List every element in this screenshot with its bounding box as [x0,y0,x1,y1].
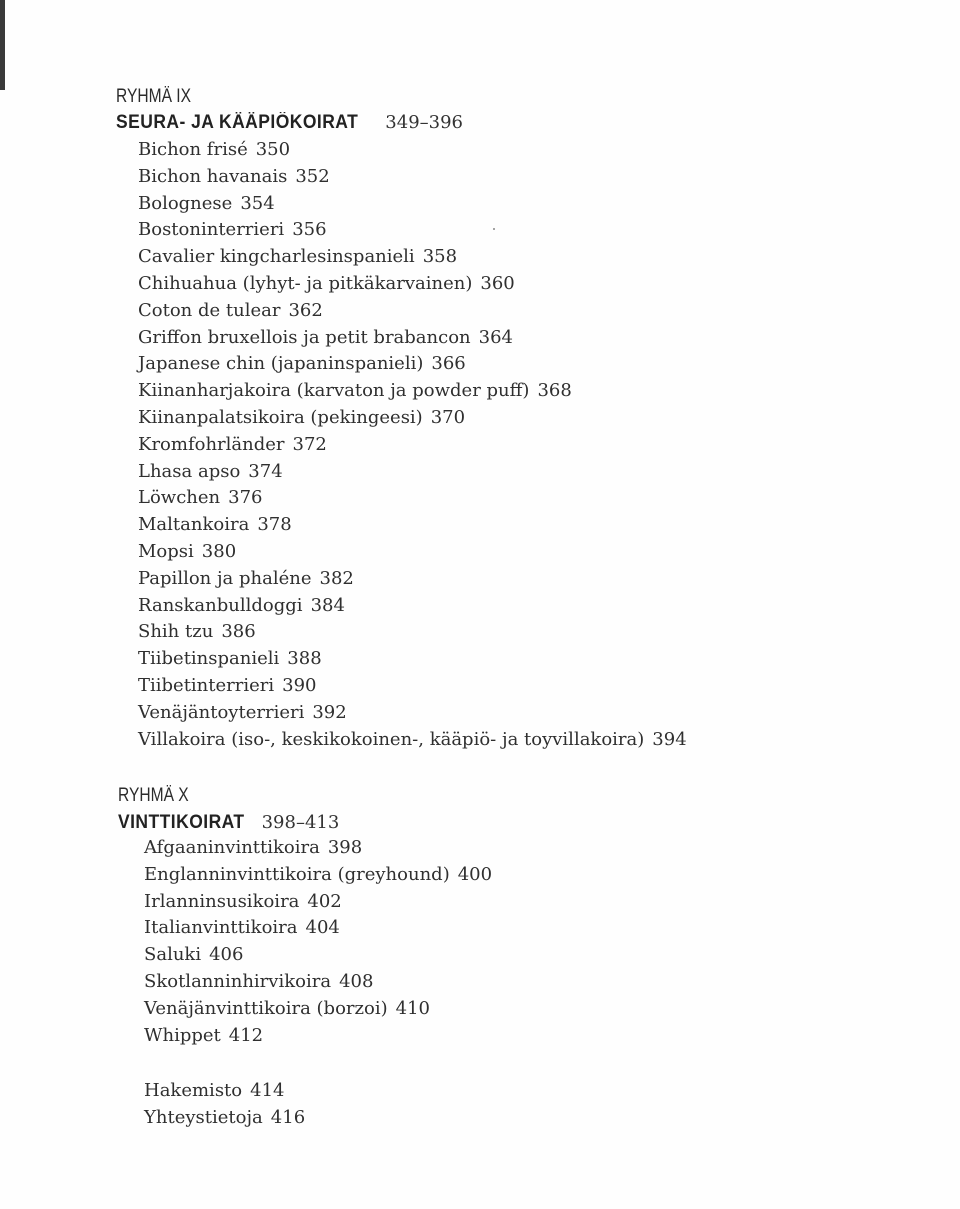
entry-name: Mopsi [138,540,194,562]
entry-name: Maltankoira [138,514,250,536]
toc-entry [144,862,492,889]
entry-name: Bichon frisé [138,139,248,160]
toc-entry-contacts [144,1105,305,1132]
toc-entry [144,969,492,996]
entry-page: 382 [319,567,354,589]
toc-entry [138,673,687,700]
entry-page: 354 [240,192,275,214]
entry-page: 350 [255,139,291,160]
entry-page: 372 [292,433,327,455]
entry-page: 390 [282,674,317,696]
toc-entry [144,1023,492,1050]
entry-page: 356 [292,219,327,241]
toc-entry [138,137,687,164]
entry-page: 376 [228,487,263,509]
toc-entry [144,889,492,916]
entry-page: 406 [209,944,244,966]
toc-entry [138,271,687,298]
toc-entry [138,191,687,218]
entry-name: Coton de tulear [138,299,281,321]
toc-entry [144,835,492,862]
entry-page: 412 [228,1024,264,1046]
entry-name: Englanninvinttikoira (greyhound) [144,863,450,885]
toc-entry [138,378,687,405]
entry-name: Japanese chin (japaninspanieli) [138,353,424,375]
entry-page: 366 [431,353,466,375]
entry-name: Lhasa apso [138,460,241,482]
toc-entry [138,351,687,378]
toc-entry [138,459,687,486]
entry-page: 370 [430,406,466,428]
entry-page: 402 [307,890,342,912]
toc-entry [138,298,687,325]
entry-page: 360 [480,272,515,294]
entry-name: Saluki [144,944,202,966]
entry-page: 414 [250,1080,285,1101]
entry-name: Whippet [144,1024,221,1046]
entry-name: Griffon bruxellois ja petit brabancon [138,326,471,348]
entry-name: Yhteystietoja [144,1106,263,1128]
entry-name: Bichon havanais [138,165,288,187]
entry-name: Italianvinttikoira [144,917,298,939]
toc-entry [138,619,687,646]
entry-name: Afgaaninvinttikoira [144,837,320,858]
entry-page: 386 [221,621,256,643]
entry-page: 404 [305,917,340,939]
entry-name: Löwchen [138,487,221,509]
back-matter-list [144,1078,305,1132]
toc-entry [138,217,687,244]
entry-name: Venäjäntoyterrieri [138,701,305,723]
scan-edge-line [0,0,5,90]
toc-entry [138,727,687,754]
entry-name: Hakemisto [144,1080,243,1101]
entry-name: Skotlanninhirvikoira [144,970,332,992]
entry-name: Papillon ja phaléne [138,567,312,589]
entry-name: Tiibetinspanieli [138,648,280,670]
entry-page: 388 [287,648,322,670]
entry-page: 394 [652,728,687,750]
toc-entry [138,539,687,566]
toc-entry [138,646,687,673]
section-name: VINTTIKOIRAT [118,812,245,833]
entry-page: 398 [327,837,363,858]
entry-page: 362 [288,299,323,321]
entry-page: 378 [257,514,292,536]
entry-list-x [144,835,492,1049]
entry-name: Tiibetinterrieri [138,674,275,696]
toc-entry [138,244,687,271]
entry-name: Kiinanpalatsikoira (pekingeesi) [138,406,423,428]
entry-page: 384 [310,594,345,616]
section-page-range: 349–396 [385,112,464,133]
section-title-ix [116,112,463,134]
toc-entry [144,996,492,1023]
toc-entry [138,325,687,352]
entry-page: 392 [312,701,347,723]
entry-name: Bostoninterrieri [138,219,285,241]
entry-name: Irlanninsusikoira [144,890,300,912]
section-name: SEURA- JA KÄÄPIÖKOIRAT [116,112,359,133]
section-page-range: 398–413 [261,812,340,833]
toc-entry-index [144,1078,305,1105]
group-label-ix: RYHMÄ IX [116,86,192,107]
toc-entry [138,700,687,727]
group-label-x: RYHMÄ X [118,785,189,806]
entry-page: 358 [422,246,458,268]
entry-name: Chihuahua (lyhyt- ja pitkäkarvainen) [138,272,473,294]
toc-entry [138,485,687,512]
entry-page: 416 [270,1106,306,1128]
entry-name: Kromfohrländer [138,433,285,455]
entry-page: 380 [201,540,237,562]
toc-entry [138,593,687,620]
toc-entry [138,164,687,191]
entry-page: 352 [295,165,330,187]
toc-entry [138,512,687,539]
entry-name: Bolognese [138,192,233,214]
section-title-x [118,812,339,834]
entry-name: Venäjänvinttikoira (borzoi) [144,997,388,1019]
entry-name: Villakoira (iso-, keskikokoinen-, kääpiö- ja toyvillakoira) [138,728,645,750]
entry-list-ix [138,137,687,753]
toc-entry [144,915,492,942]
entry-page: 408 [339,970,374,992]
entry-page: 368 [537,380,572,402]
entry-page: 400 [457,863,493,885]
entry-page: 410 [395,997,430,1019]
entry-name: Kiinanharjakoira (karvaton ja powder puff) [138,380,530,402]
entry-name: Ranskanbulldoggi [138,594,303,616]
toc-entry [138,432,687,459]
entry-page: 364 [478,326,513,348]
toc-entry [138,405,687,432]
entry-page: 374 [248,460,283,482]
entry-name: Shih tzu [138,621,214,643]
entry-name: Cavalier kingcharlesinspanieli [138,246,415,268]
toc-entry [138,566,687,593]
toc-entry [144,942,492,969]
